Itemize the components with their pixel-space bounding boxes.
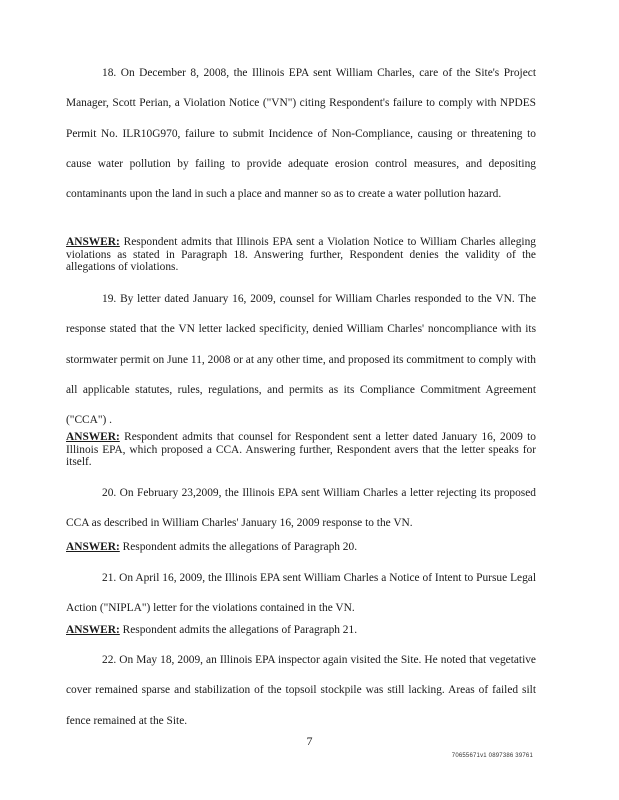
paragraph-20 xyxy=(66,478,536,539)
paragraph-19 xyxy=(66,284,536,435)
answer-19-label: ANSWER: xyxy=(66,431,120,443)
paragraph-18-text: 18. On December 8, 2008, the Illinois EPA sent William Charles, care of the Site's Project Manager, Scott Perian, a Violation Notice ("VN") citing Respondent's failure to comply with NPDES Permit No. ILR10G970, failure to submit Incidence of Non-Compliance, causing or threatening to cause water pollution by failing to provide adequate erosion control measures, and depositing contaminants upon the land in such a place and manner so as to create a water pollution hazard. xyxy=(66,67,536,201)
paragraph-22 xyxy=(66,645,536,736)
answer-18 xyxy=(66,236,536,274)
answer-18-label: ANSWER: xyxy=(66,236,120,248)
paragraph-21 xyxy=(66,563,536,624)
paragraph-19-text: 19. By letter dated January 16, 2009, counsel for William Charles responded to the VN. The response stated that the VN letter lacked specificity, denied William Charles' noncompliance with its stormwater permit on June 11, 2008 or at any other time, and proposed its commitment to comply with all applicable statutes, rules, regulations, and permits as its Compliance Commitment Agreement ("CCA") . xyxy=(66,293,536,427)
answer-19 xyxy=(66,431,536,469)
answer-21-label: ANSWER: xyxy=(66,624,120,636)
paragraph-20-text: 20. On February 23,2009, the Illinois EPA sent William Charles a letter rejecting its proposed CCA as described in William Charles' January 16, 2009 response to the VN. xyxy=(66,487,536,530)
paragraph-18 xyxy=(66,58,536,209)
answer-19-text: Respondent admits that counsel for Respondent sent a letter dated January 16, 2009 to Illinois EPA, which proposed a CCA. Answering further, Respondent avers that the letter speaks for itself. xyxy=(66,431,536,469)
answer-20-label: ANSWER: xyxy=(66,541,120,553)
page-number: 7 xyxy=(306,734,313,748)
document-id: 70655671v1 0897386 39761 xyxy=(451,753,533,759)
paragraph-22-text: 22. On May 18, 2009, an Illinois EPA inspector again visited the Site. He noted that vegetative cover remained sparse and stabilization of the topsoil stockpile was still lacking. Areas of failed silt fence remained at the Site. xyxy=(66,654,536,727)
answer-21 xyxy=(66,624,536,637)
answer-20-text: Respondent admits the allegations of Paragraph 20. xyxy=(119,541,358,553)
answer-20 xyxy=(66,541,536,554)
answer-21-text: Respondent admits the allegations of Paragraph 21. xyxy=(119,624,358,636)
paragraph-21-text: 21. On April 16, 2009, the Illinois EPA sent William Charles a Notice of Intent to Pursue Legal Action ("NIPLA") letter for the violations contained in the VN. xyxy=(66,572,536,615)
answer-18-text: Respondent admits that Illinois EPA sent a Violation Notice to William Charles alleging violations as stated in Paragraph 18. Answering further, Respondent denies the validity of the allegations of violations. xyxy=(66,236,536,274)
